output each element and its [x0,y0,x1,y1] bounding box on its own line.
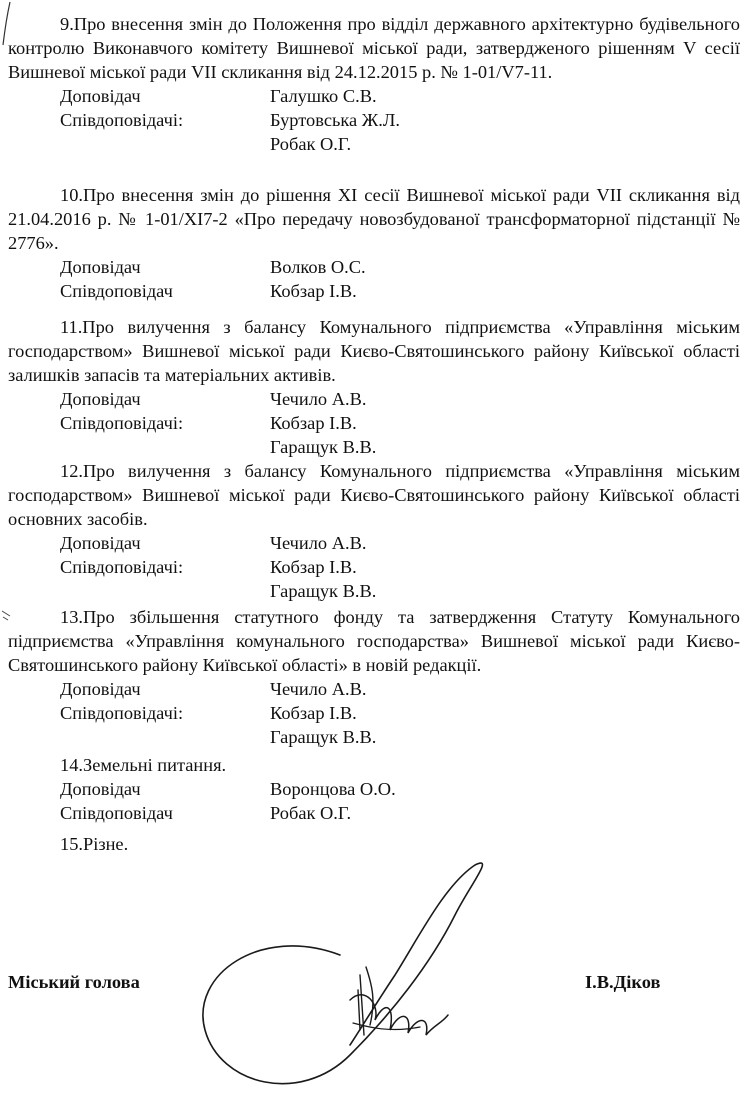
role-row [60,701,740,725]
role-label: Співдоповідачі: [60,110,184,130]
agenda-item-9 [8,12,740,156]
agenda-item-14 [8,753,740,825]
role-person: Буртовська Ж.Л. [270,110,400,130]
agenda-item-text: 15.Різне. [60,834,129,854]
role-row [60,255,740,279]
agenda-item-11 [8,315,740,459]
role-row [60,279,740,303]
role-label: Доповідач [60,86,141,106]
role-person: Волков О.С. [270,257,366,277]
agenda-item-text: 13.Про збільшення статутного фонду та затвердження Статуту Комунального підприємства «Управління комунального господарства» Вишневої міської ради Києво-Святошинського району Київської області» в новій редакції. [8,607,740,675]
role-person: Робак О.Г. [270,803,352,823]
role-label: Співдоповідач [60,281,173,301]
agenda-item-13 [8,605,740,749]
agenda-item-text: 10.Про внесення змін до рішення XI сесії Вишневої міської ради VII скликання від 21.04.2016 р. № 1-01/XI7-2 «Про передачу новозбудованої трансформаторної підстанції № 2776». [8,185,740,253]
role-person: Кобзар І.В. [270,281,357,301]
role-label: Доповідач [60,257,141,277]
role-row [60,677,740,701]
role-person: Гаращук В.В. [270,437,377,457]
role-row [60,725,740,749]
agenda-item-text: 14.Земельні питання. [60,755,227,775]
role-row [60,84,740,108]
agenda-item-10 [8,183,740,303]
agenda-item-text: 9.Про внесення змін до Положення про відділ державного архітектурно будівельного контролю Виконавчого комітету Вишневої міської ради, затвердженого рішенням V сесії Вишневої міської ради VII скликання від 24.12.2015 р. № 1-01/V7-11. [8,14,740,82]
role-row [60,531,740,555]
role-person: Кобзар І.В. [270,413,357,433]
role-person: Воронцова О.О. [270,779,396,799]
role-person: Чечило А.В. [270,533,367,553]
role-person: Чечило А.В. [270,389,367,409]
signature-scribble [190,855,510,1095]
signer-name: І.В.Діков [585,972,661,992]
role-label: Доповідач [60,779,141,799]
agenda-item-12 [8,459,740,603]
role-person: Кобзар І.В. [270,557,357,577]
agenda-item-15 [8,832,740,856]
role-person: Гаращук В.В. [270,727,377,747]
role-person: Чечило А.В. [270,679,367,699]
role-row [60,411,740,435]
role-person: Галушко С.В. [270,86,377,106]
role-label: Співдоповідач [60,803,173,823]
role-row [60,801,740,825]
role-label: Співдоповідачі: [60,703,184,723]
role-label: Доповідач [60,533,141,553]
role-row [60,579,740,603]
role-person: Кобзар І.В. [270,703,357,723]
role-row [60,777,740,801]
agenda-item-text: 11.Про вилучення з балансу Комунального підприємства «Управління міським господарством» Вишневої міської ради Києво-Святошинського району Київської області залишків запасів та матеріальних активів. [8,317,740,385]
role-row [60,387,740,411]
role-row [60,132,740,156]
role-row [60,555,740,579]
role-label: Співдоповідачі: [60,557,184,577]
mayor-position-label: Міський голова [8,972,140,992]
role-person: Гаращук В.В. [270,581,377,601]
role-row [60,108,740,132]
role-person: Робак О.Г. [270,134,352,154]
agenda-item-text: 12.Про вилучення з балансу Комунального підприємства «Управління міським господарством» Вишневої міської ради Києво-Святошинського району Київської області основних засобів. [8,461,740,529]
role-row [60,435,740,459]
role-label: Доповідач [60,389,141,409]
role-label: Доповідач [60,679,141,699]
role-label: Співдоповідачі: [60,413,184,433]
